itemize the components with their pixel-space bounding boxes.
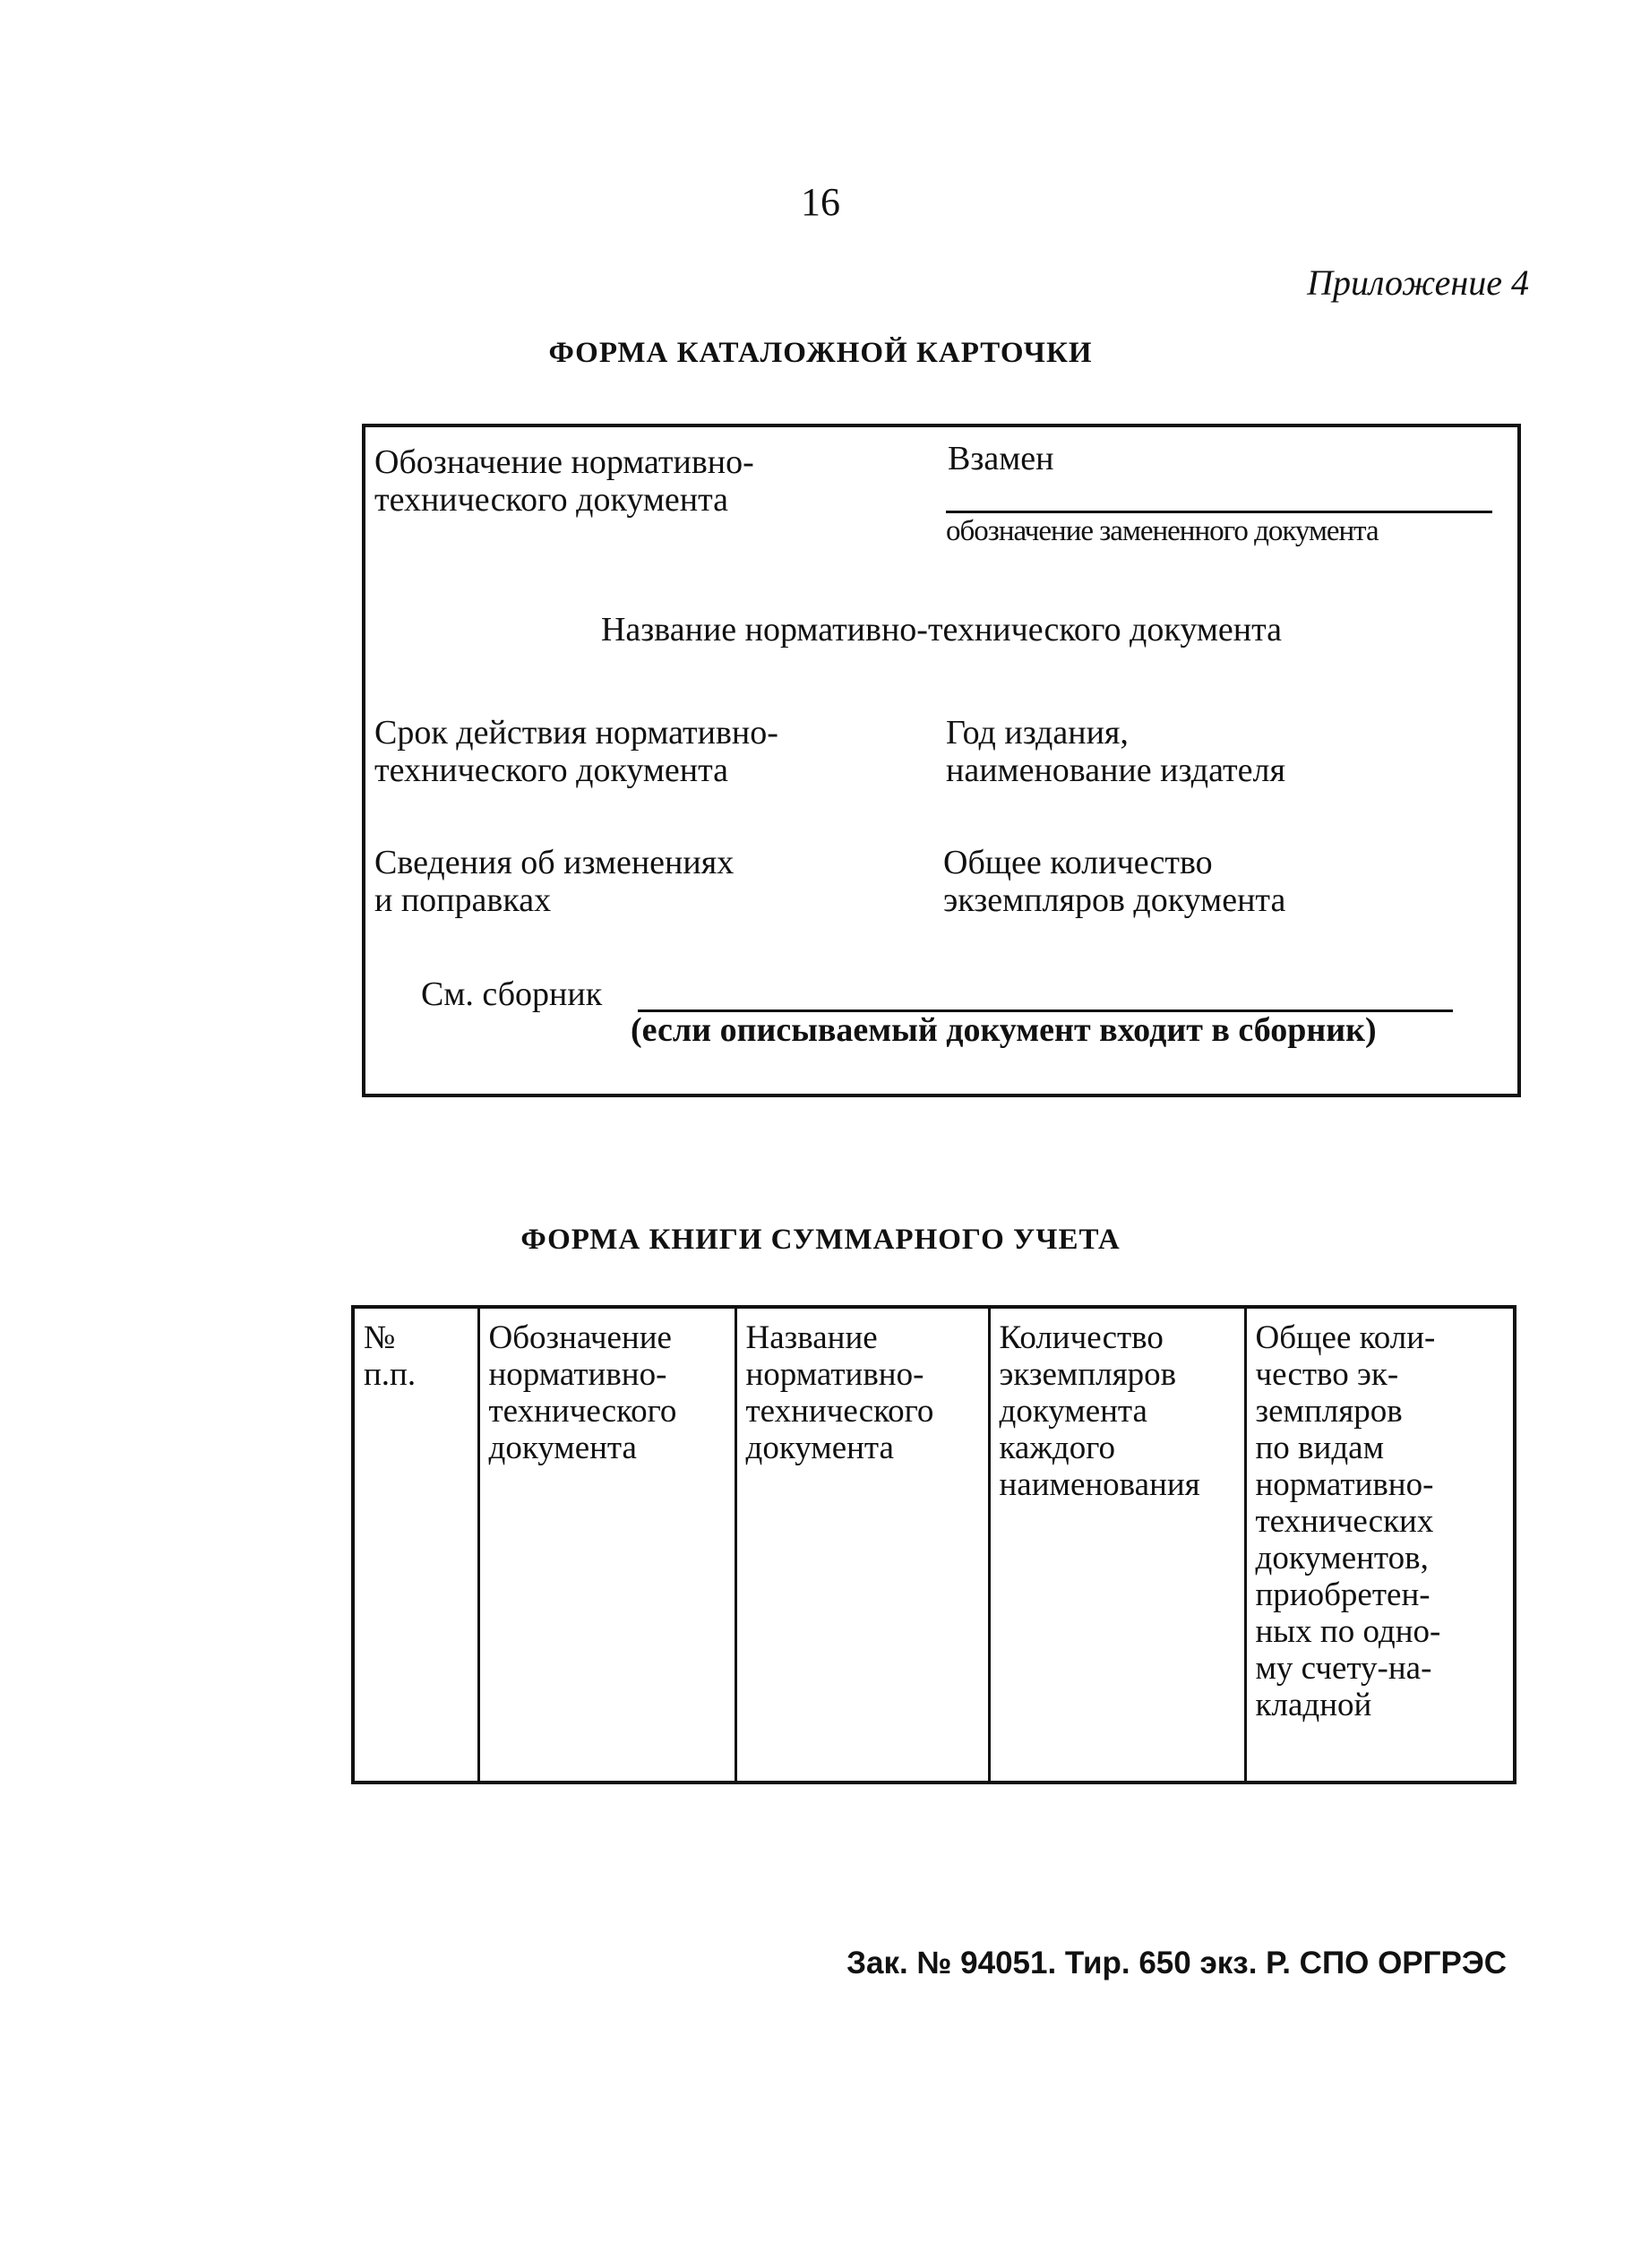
changes-label: Сведения об изменениях и поправках	[374, 844, 735, 919]
designation-label: Обозначение нормативно- технического документа	[374, 443, 754, 519]
appendix-label: Приложение 4	[1307, 262, 1529, 303]
collection-label: См. сборник	[421, 975, 603, 1013]
table-row	[353, 1307, 1515, 1783]
catalog-card	[362, 424, 1521, 1097]
ledger-heading: ФОРМА КНИГИ СУММАРНОГО УЧЕТА	[520, 1224, 1121, 1256]
document-title-label: Название нормативно-технического документа	[600, 611, 1283, 649]
column-total-copies: Общее коли- чество эк- земпляров по видам нормативно- технических документов, приобретен- ных по одно- му счету-на- кладной	[1245, 1307, 1515, 1783]
validity-label: Срок действия нормативно- технического документа	[374, 714, 778, 789]
print-footer: Зак. № 94051. Тир. 650 экз. Р. СПО ОРГРЭС	[846, 1946, 1507, 1980]
collection-caption: (если описываемый документ входит в сборник)	[631, 1011, 1377, 1049]
replaced-document-line	[946, 511, 1492, 513]
replaced-document-caption: обозначение замененного документа	[946, 515, 1379, 547]
instead-label: Взамен	[948, 440, 1054, 477]
copies-label: Общее количество экземпляров документа	[943, 844, 1286, 919]
column-title: Название нормативно- технического документа	[735, 1307, 989, 1783]
column-number: № п.п.	[353, 1307, 478, 1783]
page-number: 16	[801, 180, 840, 224]
publication-label: Год издания, наименование издателя	[946, 714, 1285, 789]
column-copies-per-title: Количество экземпляров документа каждого наименования	[989, 1307, 1245, 1783]
ledger-table	[351, 1305, 1516, 1784]
catalog-card-heading: ФОРМА КАТАЛОЖНОЙ КАРТОЧКИ	[548, 337, 1093, 369]
column-designation: Обозначение нормативно- технического документа	[478, 1307, 735, 1783]
